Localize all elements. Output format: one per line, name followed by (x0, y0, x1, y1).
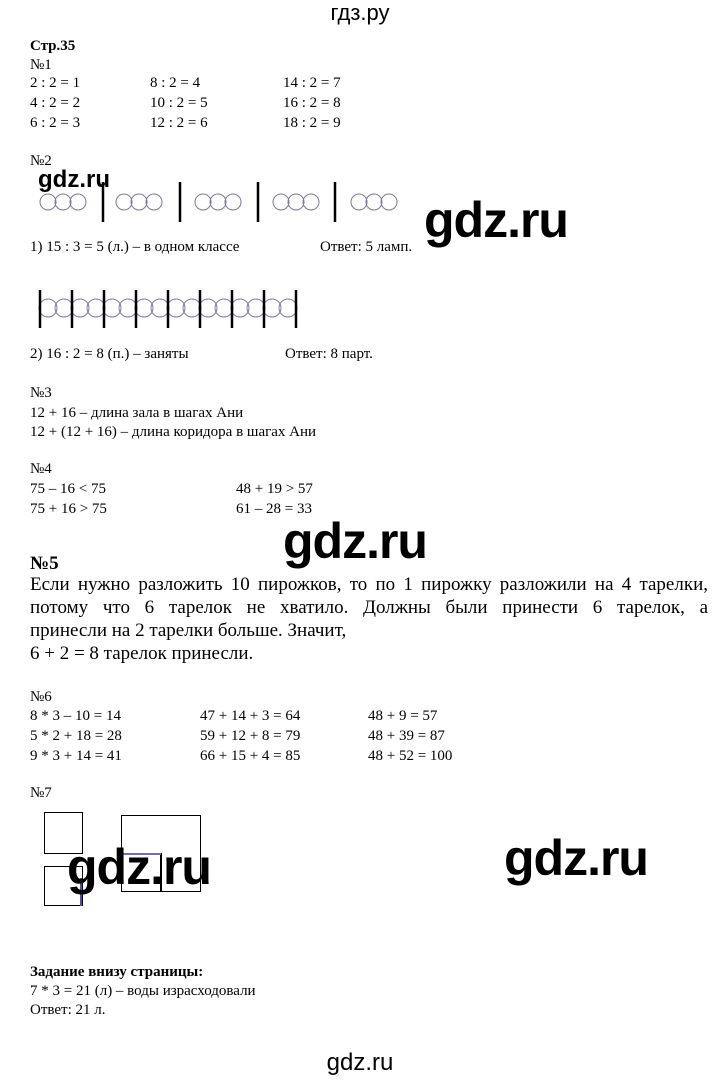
task6-label: №6 (30, 689, 52, 705)
child-circle (263, 299, 281, 317)
task1-col1-row3: 6 : 2 = 3 (30, 115, 81, 131)
task7-label: №7 (30, 785, 52, 801)
task2-answer-1: Ответ: 5 ламп. (320, 239, 413, 255)
task2-label: №2 (30, 153, 52, 169)
task3-label: №3 (30, 385, 52, 401)
task1-col2-row2: 10 : 2 = 5 (150, 95, 208, 111)
task5-line2: потому что 6 тарелок не хватило. Должны были принести 6 тарелок, а (30, 597, 708, 618)
child-circle (71, 299, 89, 317)
task1-col2-row1: 8 : 2 = 4 (150, 75, 201, 91)
task5-line4: 6 + 2 = 8 тарелок принесли. (30, 643, 254, 664)
task1-col3-row1: 14 : 2 = 7 (283, 75, 341, 91)
task1-label: №1 (30, 57, 52, 73)
watermark-large-3: gdz.ru (67, 839, 211, 895)
bottom-task-line: 7 * 3 = 21 (л) – воды израсходовали (30, 983, 256, 999)
task4-label: №4 (30, 461, 52, 477)
task6-col3-row1: 48 + 9 = 57 (368, 708, 438, 724)
task1-col3-row3: 18 : 2 = 9 (283, 115, 341, 131)
child-circle (103, 299, 121, 317)
child-circle (39, 299, 57, 317)
task4-col1-row2: 75 + 16 > 75 (30, 501, 107, 517)
watermark-small: gdz.ru (38, 166, 110, 193)
task2-solution-2: 2) 16 : 2 = 8 (п.) – заняты (30, 346, 189, 362)
child-circle (215, 299, 233, 317)
task4-col1-row1: 75 – 16 < 75 (30, 481, 106, 497)
task1-col1-row1: 2 : 2 = 1 (30, 75, 81, 91)
child-circle (199, 299, 217, 317)
child-circle (183, 299, 201, 317)
task3-line1: 12 + 16 – длина зала в шагах Ани (30, 405, 244, 421)
task2-answer-2: Ответ: 8 парт. (285, 346, 373, 362)
site-title: гдз.ру (330, 0, 390, 25)
bottom-task-answer: Ответ: 21 л. (30, 1002, 106, 1018)
task6-col3-row3: 48 + 52 = 100 (368, 748, 453, 764)
page-label: Стр.35 (30, 38, 76, 54)
child-circle (87, 299, 105, 317)
watermark-bottom: gdz.ru (326, 1049, 394, 1076)
task3-line2: 12 + (12 + 16) – длина коридора в шагах Ани (30, 424, 317, 440)
task6-col1-row2: 5 * 2 + 18 = 28 (30, 728, 122, 744)
task5-line1: Если нужно разложить 10 пирожков, то по 1 пирожку разложили на 4 тарелки, (30, 574, 708, 595)
task6-col2-row1: 47 + 14 + 3 = 64 (200, 708, 301, 724)
child-circle (151, 299, 169, 317)
child-circle (231, 299, 249, 317)
watermark-large-2: gdz.ru (283, 513, 427, 569)
task1-col2-row3: 12 : 2 = 6 (150, 115, 208, 131)
task5-line3: принесли на 2 тарелки больше. Значит, (30, 620, 347, 641)
task6-col1-row1: 8 * 3 – 10 = 14 (30, 708, 121, 724)
task4-col2-row1: 48 + 19 > 57 (236, 481, 313, 497)
child-circle (247, 299, 265, 317)
task6-col2-row3: 66 + 15 + 4 = 85 (200, 748, 301, 764)
task6-col1-row3: 9 * 3 + 14 = 41 (30, 748, 122, 764)
task5-label: №5 (30, 553, 59, 574)
child-circle (119, 299, 137, 317)
task6-col2-row2: 59 + 12 + 8 = 79 (200, 728, 301, 744)
task1-col1-row2: 4 : 2 = 2 (30, 95, 81, 111)
child-circle (55, 299, 73, 317)
task1-col3-row2: 16 : 2 = 8 (283, 95, 341, 111)
child-circle (279, 299, 297, 317)
child-circle (135, 299, 153, 317)
child-circle (167, 299, 185, 317)
watermark-large-1: gdz.ru (424, 192, 568, 248)
task2-solution-1: 1) 15 : 3 = 5 (л.) – в одном классе (30, 239, 240, 255)
task4-col2-row2: 61 – 28 = 33 (236, 501, 312, 517)
watermark-large-4: gdz.ru (504, 830, 648, 886)
bottom-task-title: Задание внизу страницы: (30, 964, 204, 980)
task5-text (30, 573, 708, 665)
task6-col3-row2: 48 + 39 = 87 (368, 728, 445, 744)
